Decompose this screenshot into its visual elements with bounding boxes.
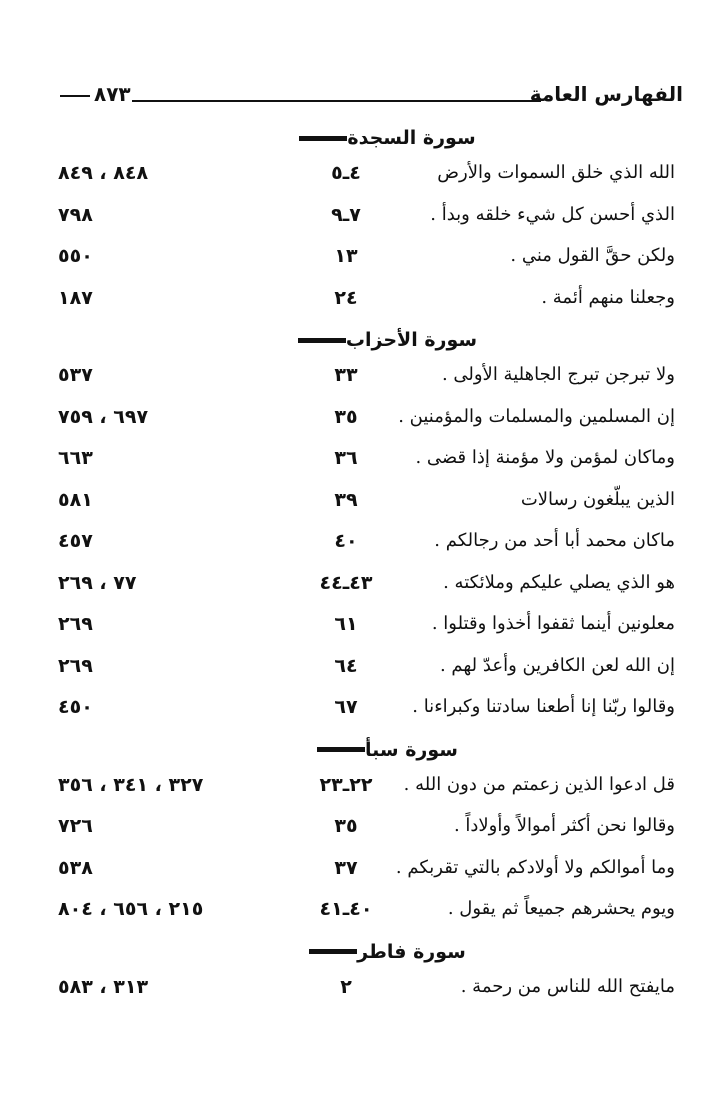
verse-number: ٢ — [340, 975, 352, 998]
verse-number: ٣٥ — [334, 815, 358, 837]
verse-text: الله الذي خلق السموات والأرض — [437, 162, 675, 183]
page-references: ٣١٣ ، ٥٨٣ — [58, 975, 149, 998]
page-number-dash — [60, 95, 90, 97]
page-number-group — [60, 82, 131, 106]
verse-number: ٦١ — [334, 613, 358, 635]
surah-heading — [58, 732, 675, 768]
page-references: ٢٦٩ — [58, 654, 93, 677]
verse-number: ٣٩ — [334, 488, 358, 511]
verse-number: ٣٦ — [334, 447, 358, 469]
verse-number: ٣٥ — [334, 405, 358, 428]
verse-number: ٤٣ـ٤٤ — [319, 571, 373, 594]
verse-text: وما أموالكم ولا أولادكم بالتي تقربكم . — [395, 856, 675, 878]
running-title: الفهارس العامة — [529, 82, 683, 106]
verse-number: ٤ـ٥ — [331, 162, 361, 184]
page-references: ٥٨١ — [58, 488, 93, 511]
verse-number: ٦٤ — [334, 654, 358, 677]
page-references: ٣٢٧ ، ٣٤١ ، ٣٥٦ — [58, 773, 204, 796]
surah-heading-label: سورة فاطر — [357, 940, 466, 963]
index-row — [58, 649, 675, 691]
verse-text: وقالوا نحن أكثر أموالاً وأولاداً . — [453, 815, 675, 836]
index-row — [58, 483, 675, 525]
page-references: ٤٥٧ — [58, 530, 93, 552]
page-references: ٧٩٨ — [58, 203, 93, 226]
index-content — [58, 120, 675, 1011]
verse-number: ٣٣ — [334, 364, 358, 386]
heading-kashida-bar — [298, 338, 346, 343]
page-references: ٢١٥ ، ٦٥٦ ، ٨٠٤ — [58, 898, 204, 920]
verse-text: إن الله لعن الكافرين وأعدّ لهم . — [439, 654, 675, 676]
page-references: ٨٤٨ ، ٨٤٩ — [58, 162, 149, 184]
heading-kashida-bar — [317, 747, 365, 752]
index-row — [58, 441, 675, 483]
surah-heading — [58, 934, 675, 970]
index-row — [58, 358, 675, 400]
index-row — [58, 690, 675, 732]
index-row — [58, 156, 675, 198]
page-references: ٧٢٦ — [58, 815, 93, 837]
verse-text: قل ادعوا الذين زعمتم من دون الله . — [403, 773, 675, 795]
verse-text: وجعلنا منهم أئمة . — [541, 286, 675, 308]
index-row — [58, 970, 675, 1012]
index-row — [58, 524, 675, 566]
verse-text: إن المسلمين والمسلمات والمؤمنين . — [398, 405, 675, 427]
page-references: ٢٦٩ — [58, 613, 93, 635]
verse-number: ٣٧ — [334, 856, 358, 879]
index-row — [58, 239, 675, 281]
page-references: ٦٦٣ — [58, 447, 93, 469]
page-number: ٨٧٣ — [94, 82, 131, 106]
heading-kashida-bar — [309, 949, 357, 954]
page-references: ١٨٧ — [58, 286, 93, 309]
page-references: ٤٥٠ — [58, 696, 93, 718]
heading-kashida-bar — [299, 136, 347, 141]
verse-text: ويوم يحشرهم جميعاً ثم يقول . — [447, 898, 675, 919]
index-row — [58, 851, 675, 893]
verse-number: ٧ـ٩ — [331, 203, 361, 226]
surah-heading — [58, 322, 675, 358]
header-rule — [132, 100, 541, 102]
index-row — [58, 400, 675, 442]
verse-text: ولا تبرجن تبرج الجاهلية الأولى . — [441, 364, 675, 385]
verse-number: ٢٤ — [334, 286, 358, 309]
verse-text: مايفتح الله للناس من رحمة . — [460, 975, 675, 997]
page-references: ٦٩٧ ، ٧٥٩ — [58, 405, 149, 428]
index-row — [58, 809, 675, 851]
verse-number: ٤٠ — [334, 530, 358, 552]
index-row — [58, 566, 675, 608]
page-references: ٥٣٧ — [58, 364, 93, 386]
surah-heading — [58, 120, 675, 156]
page-references: ٥٣٨ — [58, 856, 93, 879]
verse-text: الذي أحسن كل شيء خلقه وبدأ . — [430, 203, 675, 225]
surah-heading-label: سورة السجدة — [347, 127, 476, 149]
surah-heading-label: سورة الأحزاب — [345, 329, 478, 351]
verse-text: وقالوا ربّنا إنا أطعنا سادتنا وكبراءنا . — [412, 696, 675, 717]
verse-text: الذين يبلّغون رسالات — [520, 488, 675, 510]
index-row — [58, 768, 675, 810]
verse-number: ٢٢ـ٢٣ — [319, 773, 373, 796]
page-references: ٧٧ ، ٢٦٩ — [58, 571, 137, 594]
index-row — [58, 607, 675, 649]
verse-text: معلونين أينما ثقفوا أخذوا وقتلوا . — [431, 613, 675, 634]
verse-text: هو الذي يصلي عليكم وملائكته . — [443, 571, 675, 593]
index-row — [58, 281, 675, 323]
verse-number: ٦٧ — [334, 696, 358, 718]
verse-number: ١٣ — [334, 245, 358, 267]
index-row — [58, 892, 675, 934]
page-references: ٥٥٠ — [58, 245, 93, 267]
verse-number: ٤٠ـ٤١ — [319, 898, 373, 920]
verse-text: ولكن حقَّ القول مني . — [510, 245, 675, 266]
surah-heading-label: سورة سبأ — [365, 738, 458, 761]
verse-text: وماكان لمؤمن ولا مؤمنة إذا قضى . — [415, 447, 675, 468]
verse-text: ماكان محمد أبا أحد من رجالكم . — [434, 530, 675, 551]
page-header — [60, 82, 683, 112]
index-row — [58, 198, 675, 240]
